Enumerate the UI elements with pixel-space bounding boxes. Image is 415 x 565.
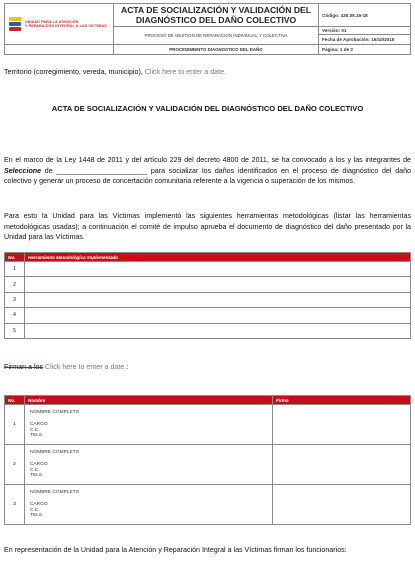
tool-cell[interactable] <box>25 277 411 292</box>
name-cell[interactable] <box>25 405 273 445</box>
table-row <box>5 445 411 485</box>
row-number: 3 <box>5 292 25 307</box>
territory-line <box>4 67 412 78</box>
table-row <box>5 277 411 292</box>
table-row <box>5 292 411 307</box>
field-cc: C.C. <box>30 427 40 433</box>
intro-part-1: En el marco de la Ley 1448 de 2011 y del artículo 229 del decreto 4800 de 2011, se ha convocado a los y las integrantes de <box>4 156 411 164</box>
tool-cell[interactable] <box>25 308 411 323</box>
intro-part-2: de _______________________ para socializar los daños identificados en el proceso de diagnóstico del daño colectivo y generar un proceso de concertación comunitaria referente a la vigencia o superación de los mismos. <box>4 166 411 185</box>
row-number: 1 <box>5 405 25 445</box>
table-row <box>5 323 411 338</box>
header-title: ACTA DE SOCIALIZACIÓN Y VALIDACIÓN DEL DIAGNÓSTICO DEL DAÑO COLECTIVO <box>114 4 319 27</box>
header-approval-date: Fecha de Aprobación: 16/10/2015 <box>319 35 411 45</box>
signature-cell[interactable] <box>273 445 411 485</box>
header-version: Versión: 01 <box>319 27 411 35</box>
signatures-table <box>4 395 411 525</box>
header-logo-bottom <box>5 45 114 55</box>
field-cargo: CARGO <box>30 461 48 467</box>
field-cc: C.C. <box>30 507 40 513</box>
territory-date-field[interactable]: Click here to enter a date. <box>144 68 226 76</box>
logo-cell <box>5 4 114 45</box>
logo-line-1: UNIDAD PARA LA ATENCIÓN <box>25 19 79 24</box>
header-procedure: PROCEDIMIENTO DIAGNOSTICO DEL DAÑO <box>114 45 319 55</box>
methods-header-no: No. <box>5 253 25 262</box>
field-full-name: NOMBRE COMPLETO <box>30 450 80 456</box>
name-cell[interactable] <box>25 445 273 485</box>
signing-strike-text: Firman a los <box>4 363 44 371</box>
row-number: 1 <box>5 262 25 277</box>
footer-text: En representación de la Unidad para la Atención y Reparación Integral a las Víctimas firman los funcionarios: <box>4 546 347 554</box>
field-tels: TELS. <box>30 433 44 439</box>
document-header <box>4 3 411 55</box>
sig-header-name: Nombre <box>25 396 273 405</box>
row-number: 2 <box>5 445 25 485</box>
signing-line <box>4 362 412 373</box>
field-cc: C.C. <box>30 467 40 473</box>
header-pages: Página: 1 de 2 <box>319 45 411 55</box>
field-tels: TELS. <box>30 473 44 479</box>
signature-cell[interactable] <box>273 485 411 525</box>
intro-paragraph <box>4 155 411 187</box>
seleccione-dropdown[interactable]: Seleccione <box>4 166 42 175</box>
signature-cell[interactable] <box>273 405 411 445</box>
row-number: 4 <box>5 308 25 323</box>
table-row <box>5 262 411 277</box>
document-title: ACTA DE SOCIALIZACIÓN Y VALIDACIÓN DEL DIAGNÓSTICO DEL DAÑO COLECTIVO <box>51 104 364 113</box>
name-cell[interactable] <box>25 485 273 525</box>
field-cargo: CARGO <box>30 501 48 507</box>
tool-cell[interactable] <box>25 292 411 307</box>
signing-date-field[interactable]: Click here to enter a date. <box>45 363 127 371</box>
methods-header-tool: Herramienta Metodológica Implementada <box>25 253 411 262</box>
unidad-victimas-logo <box>5 17 113 31</box>
signing-suffix: : <box>126 363 129 371</box>
field-full-name: NOMBRE COMPLETO <box>30 410 80 416</box>
tool-cell[interactable] <box>25 262 411 277</box>
row-number: 3 <box>5 485 25 525</box>
header-process: PROCESO DE GESTION DE REPARACION INDIVIDUAL Y COLECTIVA <box>114 27 319 45</box>
header-code: Código: 430.08.15-18 <box>319 4 411 27</box>
table-row <box>5 308 411 323</box>
field-tels: TELS. <box>30 513 44 519</box>
field-cargo: CARGO <box>30 421 48 427</box>
row-number: 2 <box>5 277 25 292</box>
logo-line-2: Y REPARACIÓN INTEGRAL A LAS VÍCTIMAS <box>25 24 107 28</box>
flag-logo-icon <box>9 17 21 31</box>
methods-table <box>4 252 411 339</box>
tool-cell[interactable] <box>25 323 411 338</box>
row-number: 5 <box>5 323 25 338</box>
table-row <box>5 405 411 445</box>
table-row <box>5 485 411 525</box>
sig-header-no: No. <box>5 396 25 405</box>
territory-label: Territorio (corregimiento, vereda, municipio), <box>4 68 143 76</box>
methods-paragraph: Para esto la Unidad para las Víctimas implementó las siguientes herramientas metodológicas (listar las herramientas metodológicas usadas); a continuación el comité de impulso aprueba el documento de diagnóstico del daño presentado por la Unidad para las Víctimas. <box>4 212 411 241</box>
sig-header-signature: Firma <box>273 396 411 405</box>
field-full-name: NOMBRE COMPLETO <box>30 490 80 496</box>
